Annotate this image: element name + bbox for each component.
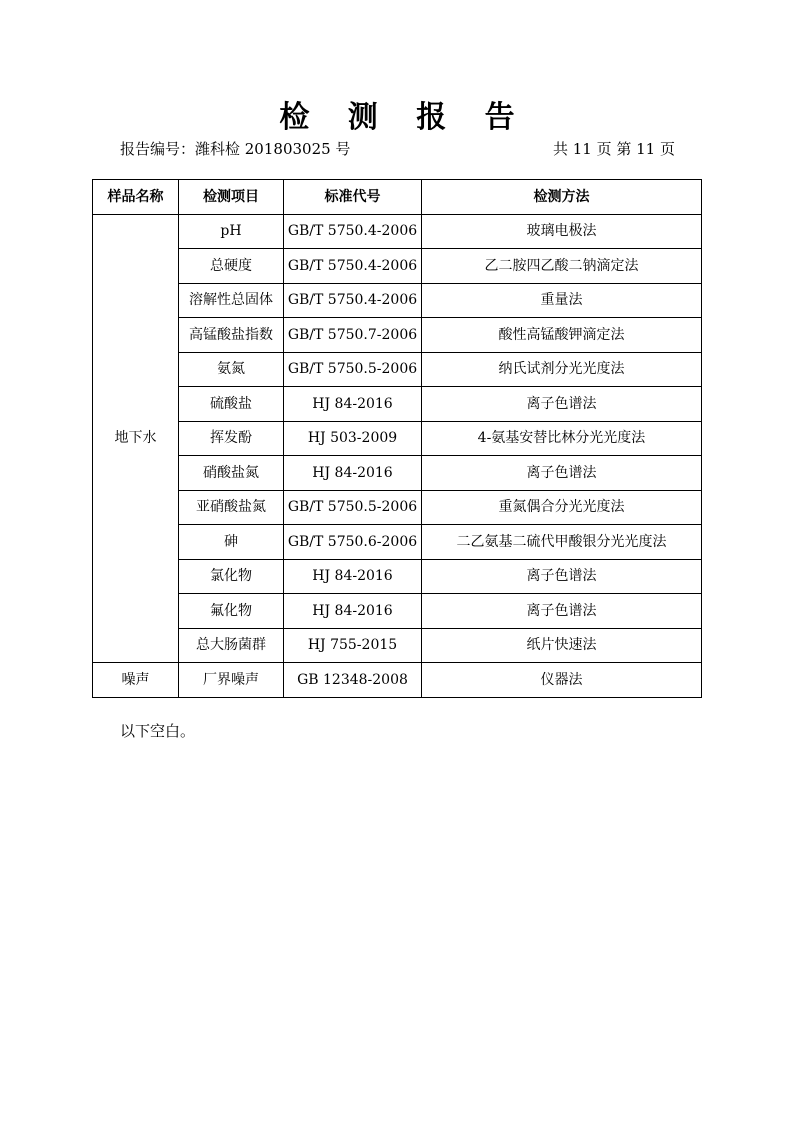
blank-below-note: 以下空白。	[120, 722, 196, 740]
table-row	[93, 283, 702, 318]
test-method-cell: 重氮偶合分光光度法	[422, 490, 702, 525]
test-item-cell: 溶解性总固体	[179, 283, 284, 318]
table-row	[93, 214, 702, 249]
standard-code-cell: HJ 755-2015	[284, 628, 422, 663]
test-method-cell: 玻璃电极法	[422, 214, 702, 249]
table-row	[93, 525, 702, 560]
header-test-item: 检测项目	[179, 180, 284, 215]
test-method-cell: 二乙氨基二硫代甲酸银分光光度法	[422, 525, 702, 560]
test-method-cell: 重量法	[422, 283, 702, 318]
standard-code-cell: HJ 503-2009	[284, 421, 422, 456]
test-item-cell: 氟化物	[179, 594, 284, 629]
table-row	[93, 318, 702, 353]
table-row	[93, 387, 702, 422]
standard-code-cell: HJ 84-2016	[284, 559, 422, 594]
test-item-cell: 总大肠菌群	[179, 628, 284, 663]
test-method-cell: 4-氨基安替比林分光光度法	[422, 421, 702, 456]
test-method-cell: 纳氏试剂分光光度法	[422, 352, 702, 387]
standard-code-cell: GB/T 5750.5-2006	[284, 490, 422, 525]
test-method-cell: 离子色谱法	[422, 387, 702, 422]
test-item-cell: 氨氮	[179, 352, 284, 387]
page-info: 共 11 页 第 11 页	[552, 140, 675, 158]
test-item-cell: 挥发酚	[179, 421, 284, 456]
table-row	[93, 594, 702, 629]
table-row	[93, 456, 702, 491]
test-item-cell: 硝酸盐氮	[179, 456, 284, 491]
standard-code-cell: GB 12348-2008	[284, 663, 422, 698]
header-standard-code: 标准代号	[284, 180, 422, 215]
test-item-cell: 氯化物	[179, 559, 284, 594]
test-method-cell: 离子色谱法	[422, 559, 702, 594]
standard-code-cell: GB/T 5750.4-2006	[284, 283, 422, 318]
test-method-cell: 离子色谱法	[422, 456, 702, 491]
test-item-cell: pH	[179, 214, 284, 249]
test-item-cell: 高锰酸盐指数	[179, 318, 284, 353]
table-row	[93, 559, 702, 594]
test-method-cell: 仪器法	[422, 663, 702, 698]
test-method-cell: 离子色谱法	[422, 594, 702, 629]
test-method-cell: 乙二胺四乙酸二钠滴定法	[422, 249, 702, 284]
table-row	[93, 249, 702, 284]
test-report-table	[92, 179, 702, 698]
test-item-cell: 总硬度	[179, 249, 284, 284]
standard-code-cell: HJ 84-2016	[284, 456, 422, 491]
standard-code-cell: HJ 84-2016	[284, 594, 422, 629]
standard-code-cell: GB/T 5750.6-2006	[284, 525, 422, 560]
standard-code-cell: GB/T 5750.7-2006	[284, 318, 422, 353]
sample-name-cell: 噪声	[93, 663, 179, 698]
table-header-row	[93, 180, 702, 215]
standard-code-cell: GB/T 5750.4-2006	[284, 249, 422, 284]
sample-name-cell: 地下水	[93, 214, 179, 663]
header-sample-name: 样品名称	[93, 180, 179, 215]
table-row	[93, 421, 702, 456]
header-test-method: 检测方法	[422, 180, 702, 215]
table-row	[93, 628, 702, 663]
standard-code-cell: HJ 84-2016	[284, 387, 422, 422]
report-number: 报告编号：潍科检 201803025 号	[120, 140, 351, 158]
page-title: 检 测 报 告	[279, 100, 529, 135]
table-row	[93, 663, 702, 698]
test-item-cell: 砷	[179, 525, 284, 560]
test-item-cell: 硫酸盐	[179, 387, 284, 422]
standard-code-cell: GB/T 5750.4-2006	[284, 214, 422, 249]
test-item-cell: 厂界噪声	[179, 663, 284, 698]
test-method-cell: 纸片快速法	[422, 628, 702, 663]
table-row	[93, 490, 702, 525]
table-row	[93, 352, 702, 387]
test-method-cell: 酸性高锰酸钾滴定法	[422, 318, 702, 353]
test-item-cell: 亚硝酸盐氮	[179, 490, 284, 525]
standard-code-cell: GB/T 5750.5-2006	[284, 352, 422, 387]
